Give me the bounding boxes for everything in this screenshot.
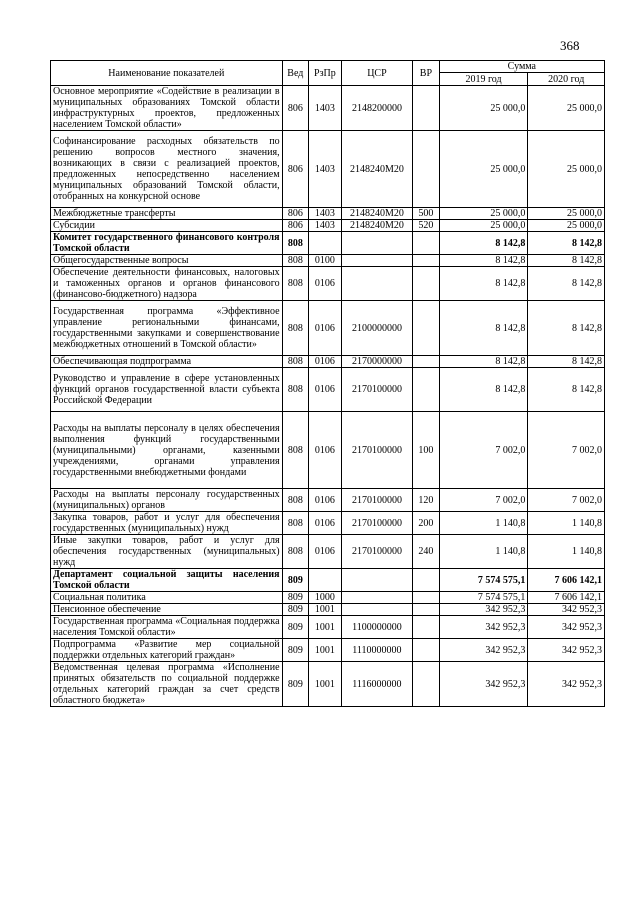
row-ved: 809	[282, 604, 309, 616]
row-sum-2019: 342 952,3	[439, 639, 528, 662]
row-sum-2020: 25 000,0	[528, 220, 605, 232]
row-ved: 808	[282, 489, 309, 512]
row-csr: 1116000000	[341, 662, 412, 707]
row-sum-2019: 8 142,8	[439, 267, 528, 301]
row-name: Государственная программа «Эффективное управление региональными финансами, государственными закупками и совершенствование межбюджетных отношений в Томской области»	[51, 301, 283, 356]
row-csr: 2170100000	[341, 412, 412, 489]
row-name: Пенсионное обеспечение	[51, 604, 283, 616]
table-row	[51, 489, 605, 512]
row-name: Закупка товаров, работ и услуг для обеспечения государственных (муниципальных) нужд	[51, 512, 283, 535]
row-rzpr: 0106	[309, 535, 342, 569]
row-sum-2020: 7 002,0	[528, 412, 605, 489]
row-vr	[413, 301, 440, 356]
table-row	[51, 267, 605, 301]
row-csr	[341, 267, 412, 301]
table-row	[51, 208, 605, 220]
row-vr	[413, 604, 440, 616]
row-sum-2019: 25 000,0	[439, 86, 528, 131]
row-sum-2020: 342 952,3	[528, 662, 605, 707]
row-name: Подпрограмма «Развитие мер социальной поддержки отдельных категорий граждан»	[51, 639, 283, 662]
row-name: Обеспечение деятельности финансовых, налоговых и таможенных органов и органов финансового (финансово-бюджетного) надзора	[51, 267, 283, 301]
table-row	[51, 368, 605, 412]
row-ved: 808	[282, 267, 309, 301]
row-sum-2019: 25 000,0	[439, 208, 528, 220]
row-csr	[341, 255, 412, 267]
row-name: Софинансирование расходных обязательств по решению вопросов местного значения, возникающих в связи с реализацией проектов, предложенных непосредственно населением муниципальных образований Томской области, отобранных на конкурсной основе	[51, 131, 283, 208]
row-rzpr: 0106	[309, 368, 342, 412]
row-ved: 808	[282, 356, 309, 368]
table-row	[51, 86, 605, 131]
row-ved: 808	[282, 512, 309, 535]
row-vr	[413, 662, 440, 707]
table-row	[51, 131, 605, 208]
row-name: Государственная программа «Социальная поддержка населения Томской области»	[51, 616, 283, 639]
row-sum-2020: 25 000,0	[528, 208, 605, 220]
row-csr: 2170100000	[341, 489, 412, 512]
row-sum-2019: 7 002,0	[439, 412, 528, 489]
row-ved: 808	[282, 232, 309, 255]
row-csr: 2170100000	[341, 368, 412, 412]
row-rzpr: 1001	[309, 616, 342, 639]
row-sum-2019: 7 002,0	[439, 489, 528, 512]
row-ved: 809	[282, 662, 309, 707]
row-sum-2020: 342 952,3	[528, 604, 605, 616]
table-row	[51, 535, 605, 569]
row-vr: 520	[413, 220, 440, 232]
row-name: Комитет государственного финансового контроля Томской области	[51, 232, 283, 255]
row-sum-2019: 342 952,3	[439, 662, 528, 707]
row-name: Субсидии	[51, 220, 283, 232]
row-sum-2020: 342 952,3	[528, 639, 605, 662]
row-sum-2019: 8 142,8	[439, 301, 528, 356]
row-vr	[413, 569, 440, 592]
row-sum-2019: 25 000,0	[439, 131, 528, 208]
row-sum-2019: 342 952,3	[439, 604, 528, 616]
row-ved: 808	[282, 368, 309, 412]
row-sum-2019: 1 140,8	[439, 535, 528, 569]
row-rzpr: 0106	[309, 489, 342, 512]
header-csr: ЦСР	[341, 61, 412, 86]
row-rzpr: 1001	[309, 604, 342, 616]
row-vr: 240	[413, 535, 440, 569]
row-sum-2019: 1 140,8	[439, 512, 528, 535]
row-sum-2020: 1 140,8	[528, 512, 605, 535]
table-row	[51, 569, 605, 592]
row-ved: 806	[282, 208, 309, 220]
row-ved: 808	[282, 412, 309, 489]
row-name: Расходы на выплаты персоналу государственных (муниципальных) органов	[51, 489, 283, 512]
row-rzpr: 1403	[309, 220, 342, 232]
row-sum-2020: 7 002,0	[528, 489, 605, 512]
row-rzpr: 0106	[309, 301, 342, 356]
row-name: Департамент социальной защиты населения Томской области	[51, 569, 283, 592]
table-row	[51, 639, 605, 662]
row-csr: 2170100000	[341, 512, 412, 535]
row-vr	[413, 131, 440, 208]
row-csr: 2100000000	[341, 301, 412, 356]
row-vr	[413, 639, 440, 662]
row-sum-2020: 8 142,8	[528, 356, 605, 368]
row-sum-2020: 25 000,0	[528, 86, 605, 131]
row-sum-2019: 8 142,8	[439, 232, 528, 255]
row-rzpr: 0106	[309, 412, 342, 489]
row-vr	[413, 267, 440, 301]
row-csr: 2148240M20	[341, 220, 412, 232]
table-row	[51, 604, 605, 616]
row-sum-2019: 7 574 575,1	[439, 592, 528, 604]
row-sum-2020: 8 142,8	[528, 232, 605, 255]
row-ved: 806	[282, 220, 309, 232]
row-rzpr	[309, 232, 342, 255]
row-rzpr	[309, 569, 342, 592]
row-sum-2020: 7 606 142,1	[528, 592, 605, 604]
row-vr	[413, 255, 440, 267]
table-row	[51, 255, 605, 267]
header-2020: 2020 год	[528, 73, 605, 86]
row-name: Межбюджетные трансферты	[51, 208, 283, 220]
row-name: Обеспечивающая подпрограмма	[51, 356, 283, 368]
table-row	[51, 232, 605, 255]
budget-table	[50, 60, 605, 707]
table-row	[51, 616, 605, 639]
row-ved: 806	[282, 86, 309, 131]
row-sum-2020: 8 142,8	[528, 255, 605, 267]
row-csr: 2148200000	[341, 86, 412, 131]
row-rzpr: 1403	[309, 208, 342, 220]
row-sum-2019: 8 142,8	[439, 368, 528, 412]
row-sum-2019: 8 142,8	[439, 356, 528, 368]
table-row	[51, 662, 605, 707]
header-vr: ВР	[413, 61, 440, 86]
table-row	[51, 220, 605, 232]
row-vr: 120	[413, 489, 440, 512]
row-ved: 808	[282, 301, 309, 356]
row-rzpr: 1000	[309, 592, 342, 604]
row-name: Ведомственная целевая программа «Исполнение принятых обязательств по социальной поддержке отдельных категорий граждан за счет средств областного бюджета»	[51, 662, 283, 707]
row-sum-2019: 25 000,0	[439, 220, 528, 232]
row-csr	[341, 592, 412, 604]
table-row	[51, 512, 605, 535]
row-rzpr: 1403	[309, 86, 342, 131]
row-name: Расходы на выплаты персоналу в целях обеспечения выполнения функций государственными (муниципальными) органами, казенными учреждениями, органами управления государственными внебюджетными фондами	[51, 412, 283, 489]
row-csr: 2170100000	[341, 535, 412, 569]
row-rzpr: 1001	[309, 662, 342, 707]
row-sum-2019: 342 952,3	[439, 616, 528, 639]
row-ved: 806	[282, 131, 309, 208]
header-sum: Сумма	[439, 61, 604, 73]
row-csr	[341, 232, 412, 255]
table-row	[51, 301, 605, 356]
row-vr	[413, 592, 440, 604]
row-ved: 808	[282, 255, 309, 267]
row-rzpr: 0106	[309, 267, 342, 301]
row-vr: 200	[413, 512, 440, 535]
row-sum-2020: 1 140,8	[528, 535, 605, 569]
row-rzpr: 0106	[309, 512, 342, 535]
row-ved: 809	[282, 616, 309, 639]
header-rzpr: РзПр	[309, 61, 342, 86]
row-name: Общегосударственные вопросы	[51, 255, 283, 267]
row-sum-2019: 7 574 575,1	[439, 569, 528, 592]
row-name: Социальная политика	[51, 592, 283, 604]
table-row	[51, 592, 605, 604]
row-sum-2019: 8 142,8	[439, 255, 528, 267]
row-csr: 2148240M20	[341, 208, 412, 220]
row-csr: 1110000000	[341, 639, 412, 662]
row-rzpr: 0100	[309, 255, 342, 267]
row-csr: 2148240M20	[341, 131, 412, 208]
row-name: Основное мероприятие «Содействие в реализации в муниципальных образованиях Томской области инфраструктурных проектов, предложенных населением Томской области»	[51, 86, 283, 131]
row-csr: 2170000000	[341, 356, 412, 368]
page-number: 368	[560, 38, 580, 53]
row-csr: 1100000000	[341, 616, 412, 639]
row-vr: 100	[413, 412, 440, 489]
row-name: Руководство и управление в сфере установленных функций органов государственной власти субъекта Российской Федерации	[51, 368, 283, 412]
row-ved: 809	[282, 639, 309, 662]
row-ved: 808	[282, 535, 309, 569]
row-csr	[341, 604, 412, 616]
row-ved: 809	[282, 592, 309, 604]
row-sum-2020: 342 952,3	[528, 616, 605, 639]
row-vr	[413, 368, 440, 412]
row-rzpr: 1403	[309, 131, 342, 208]
header-name: Наименование показателей	[51, 61, 283, 86]
row-vr: 500	[413, 208, 440, 220]
row-csr	[341, 569, 412, 592]
row-vr	[413, 86, 440, 131]
row-ved: 809	[282, 569, 309, 592]
row-sum-2020: 8 142,8	[528, 368, 605, 412]
table-row	[51, 412, 605, 489]
header-ved: Вед	[282, 61, 309, 86]
row-rzpr: 0106	[309, 356, 342, 368]
row-vr	[413, 232, 440, 255]
row-sum-2020: 8 142,8	[528, 267, 605, 301]
row-vr	[413, 356, 440, 368]
header-2019: 2019 год	[439, 73, 528, 86]
table-row	[51, 356, 605, 368]
row-rzpr: 1001	[309, 639, 342, 662]
row-name: Иные закупки товаров, работ и услуг для обеспечения государственных (муниципальных) нужд	[51, 535, 283, 569]
row-sum-2020: 8 142,8	[528, 301, 605, 356]
table-body	[51, 86, 605, 707]
row-vr	[413, 616, 440, 639]
row-sum-2020: 25 000,0	[528, 131, 605, 208]
row-sum-2020: 7 606 142,1	[528, 569, 605, 592]
